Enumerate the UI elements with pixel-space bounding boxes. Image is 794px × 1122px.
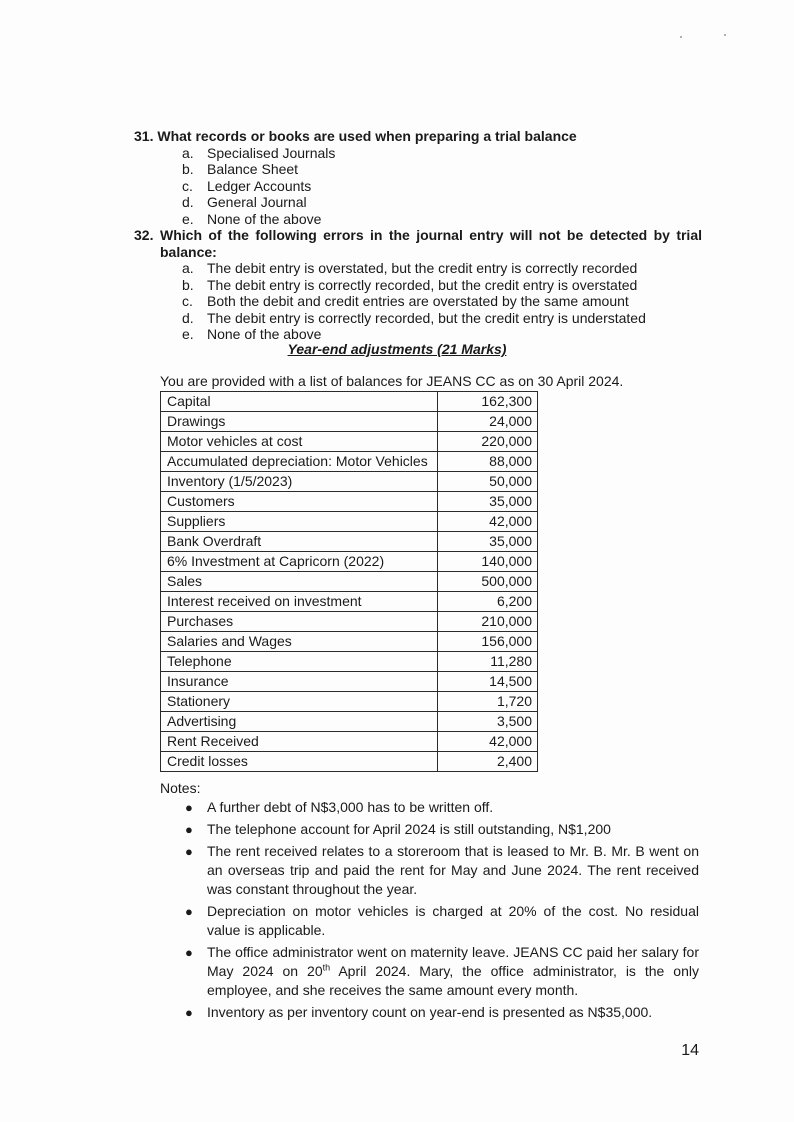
balance-label: Suppliers [161, 512, 438, 532]
question-31-text: What records or books are used when preparing a trial balance [157, 128, 577, 144]
note-text: Inventory as per inventory count on year-end is presented as N$35,000. [207, 1004, 653, 1020]
option-letter: c. [182, 177, 193, 194]
table-row [161, 692, 538, 712]
notes-list [185, 798, 699, 1025]
option-text: The debit entry is correctly recorded, but the credit entry is understated [207, 309, 646, 326]
bullet-icon: ● [185, 904, 193, 919]
note-text-pre: The office administrator went on maternity leave. JEANS CC paid her salary for May 2024 on 20 [207, 944, 699, 979]
note-item [185, 820, 699, 839]
notes-label: Notes: [160, 780, 201, 796]
table-row [161, 472, 538, 492]
option-text: Both the debit and credit entries are overstated by the same amount [207, 293, 629, 309]
option-text: The debit entry is overstated, but the credit entry is correctly recorded [207, 260, 638, 276]
table-row [161, 632, 538, 652]
bullet-icon: ● [185, 945, 193, 960]
question-32-options [134, 260, 702, 343]
option-letter: e. [182, 326, 194, 342]
table-row [161, 652, 538, 672]
note-item [185, 943, 699, 1000]
bullet-icon: ● [185, 822, 193, 837]
note-text: Depreciation on motor vehicles is charged at 20% of the cost. No residual value is applicable. [207, 903, 699, 938]
option-text: Balance Sheet [207, 161, 299, 177]
table-row [161, 412, 538, 432]
table-row [161, 732, 538, 752]
table-row [161, 512, 538, 532]
balance-amount: 500,000 [438, 572, 538, 592]
balance-amount: 162,300 [438, 392, 538, 412]
note-text-post: April 2024. Mary, the office administrator, is the only employee, and she receives the same amount every month. [207, 963, 699, 998]
balance-amount: 156,000 [438, 632, 538, 652]
option-letter: e. [182, 210, 194, 227]
page-number: 14 [681, 1042, 699, 1059]
balance-amount: 35,000 [438, 532, 538, 552]
option-text: The debit entry is correctly recorded, but the credit entry is overstated [207, 276, 638, 293]
question-32-number: 32. [134, 227, 154, 243]
option-31d [134, 194, 702, 211]
option-letter: d. [182, 309, 194, 326]
balance-label: Sales [161, 572, 438, 592]
balance-label: Capital [161, 392, 438, 412]
option-text: None of the above [207, 326, 322, 342]
option-31a [134, 145, 702, 162]
balance-amount: 50,000 [438, 472, 538, 492]
note-item [185, 1003, 699, 1022]
table-row [161, 752, 538, 772]
balance-amount: 35,000 [438, 492, 538, 512]
table-row [161, 392, 538, 412]
balance-label: Drawings [161, 412, 438, 432]
balance-label: Telephone [161, 652, 438, 672]
table-row [161, 532, 538, 552]
note-item [185, 842, 699, 899]
balance-label: Salaries and Wages [161, 632, 438, 652]
balance-label: Credit losses [161, 752, 438, 772]
section-heading: Year-end adjustments (21 Marks) [287, 341, 507, 357]
question-32 [134, 227, 702, 343]
note-text: The telephone account for April 2024 is still outstanding, N$1,200 [207, 821, 611, 837]
question-32-title [134, 227, 702, 260]
option-31e [134, 211, 702, 228]
balance-amount: 14,500 [438, 672, 538, 692]
option-31c [134, 178, 702, 195]
note-text: The rent received relates to a storeroom that is leased to Mr. B. Mr. B went on an overseas trip and paid the rent for May and June 2024. The rent received was constant throughout the year. [207, 843, 699, 897]
option-31b [134, 161, 702, 178]
table-row [161, 452, 538, 472]
table-row [161, 492, 538, 512]
balance-label: Purchases [161, 612, 438, 632]
balances-table [160, 391, 538, 772]
table-row [161, 612, 538, 632]
balance-amount: 2,400 [438, 752, 538, 772]
question-31-options [134, 145, 702, 228]
option-text: General Journal [207, 194, 307, 210]
balance-amount: 42,000 [438, 512, 538, 532]
table-row [161, 552, 538, 572]
balance-label: Stationery [161, 692, 438, 712]
balance-label: Motor vehicles at cost [161, 432, 438, 452]
option-letter: b. [182, 161, 194, 177]
table-row [161, 672, 538, 692]
option-32c [134, 293, 702, 310]
section-intro: You are provided with a list of balances for JEANS CC as on 30 April 2024. [160, 373, 624, 389]
question-31-number: 31. [134, 128, 154, 144]
balance-label: Insurance [161, 672, 438, 692]
bullet-icon: ● [185, 800, 193, 815]
table-row [161, 712, 538, 732]
table-row [161, 572, 538, 592]
option-32a [134, 260, 702, 277]
balance-amount: 6,200 [438, 592, 538, 612]
balance-amount: 210,000 [438, 612, 538, 632]
ordinal-suffix: th [322, 962, 331, 973]
option-text: Ledger Accounts [207, 177, 312, 194]
option-letter: a. [182, 260, 194, 276]
question-31-title [134, 128, 702, 145]
balance-label: Customers [161, 492, 438, 512]
balance-amount: 220,000 [438, 432, 538, 452]
balance-label: Interest received on investment [161, 592, 438, 612]
bullet-icon: ● [185, 844, 193, 859]
balance-amount: 11,280 [438, 652, 538, 672]
option-letter: a. [182, 144, 194, 161]
option-letter: d. [182, 194, 194, 210]
option-letter: c. [182, 293, 193, 309]
scan-speck [680, 36, 682, 38]
option-32b [134, 277, 702, 294]
table-row [161, 432, 538, 452]
option-letter: b. [182, 276, 194, 293]
note-item [185, 902, 699, 940]
balance-amount: 42,000 [438, 732, 538, 752]
bullet-icon: ● [185, 1005, 193, 1020]
balance-label: Advertising [161, 712, 438, 732]
balance-label: Rent Received [161, 732, 438, 752]
question-31 [134, 128, 702, 227]
balance-label: Bank Overdraft [161, 532, 438, 552]
note-text: A further debt of N$3,000 has to be written off. [207, 799, 494, 815]
balance-amount: 140,000 [438, 552, 538, 572]
note-item [185, 798, 699, 817]
balance-label: 6% Investment at Capricorn (2022) [161, 552, 438, 572]
balance-amount: 3,500 [438, 712, 538, 732]
option-text: Specialised Journals [207, 144, 336, 161]
question-32-text: Which of the following errors in the journal entry will not be detected by trial balance: [160, 227, 702, 260]
balance-label: Accumulated depreciation: Motor Vehicles [161, 452, 438, 472]
balance-amount: 1,720 [438, 692, 538, 712]
option-32d [134, 310, 702, 327]
balance-amount: 88,000 [438, 452, 538, 472]
scan-speck [724, 34, 726, 36]
option-text: None of the above [207, 210, 322, 227]
table-row [161, 592, 538, 612]
balance-amount: 24,000 [438, 412, 538, 432]
balance-label: Inventory (1/5/2023) [161, 472, 438, 492]
question-32-text-wrap [134, 227, 702, 260]
